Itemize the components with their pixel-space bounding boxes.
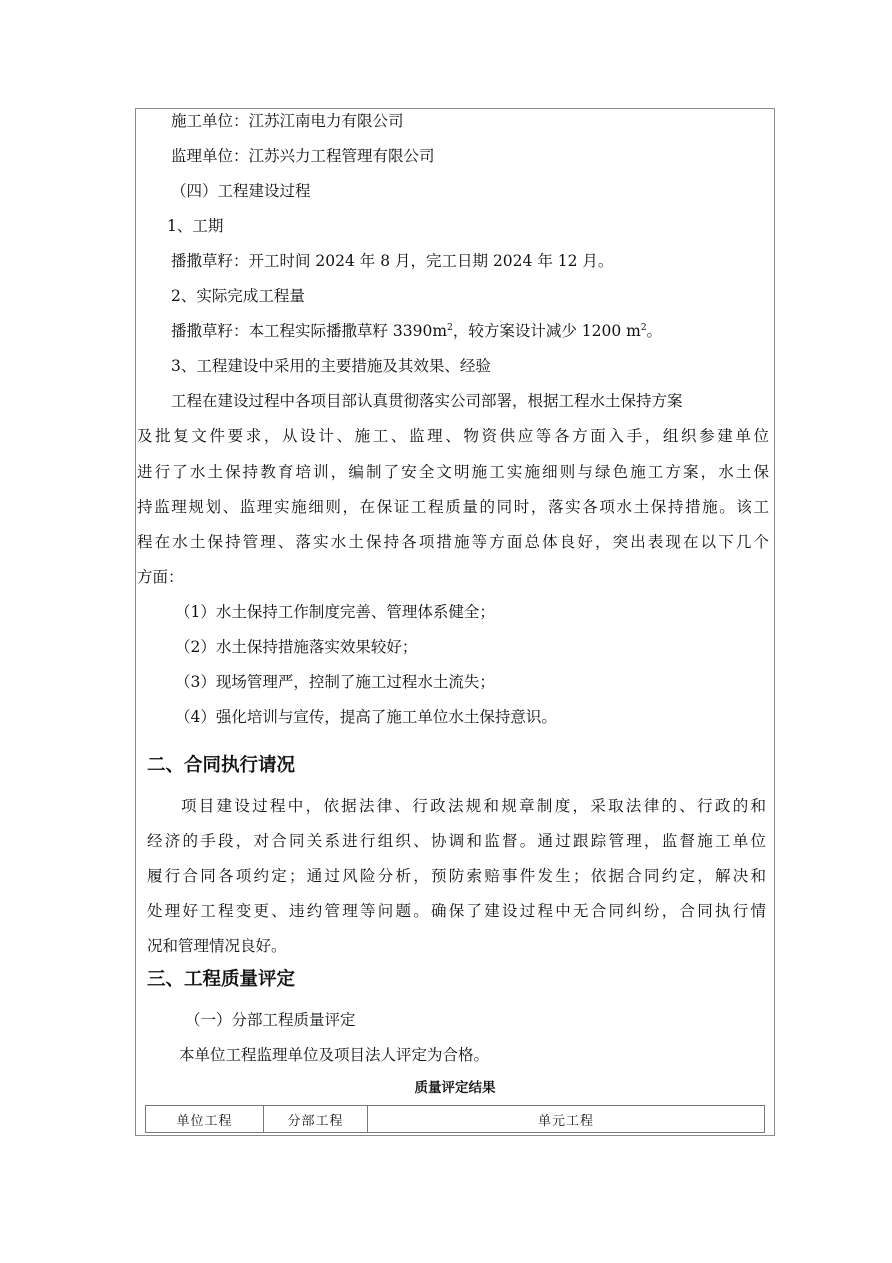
contract-line: 处理好工程变更、违约管理等问题。确保了建设过程中无合同纠纷，合同执行情 [147,902,766,920]
measures-line: 方面： [137,568,184,586]
construction-unit-label: 施工单位： [171,112,249,130]
quantity-text-part-c: 。 [646,322,663,340]
point-item: （2）水土保持措施落实效果较好； [175,638,418,656]
quality-sub-heading: （一）分部工程质量评定 [185,1011,356,1029]
construction-unit-line [171,111,404,131]
measures-line: 进行了水土保持教育培训，编制了安全文明施工实施细则与绿色施工方案，水土保 [137,463,769,481]
contract-line: 项目建设过程中，依据法律、行政法规和规章制度，采取法律的、行政的和 [181,797,766,815]
supervision-unit-value: 江苏兴力工程管理有限公司 [248,147,435,165]
quantity-text-part-b: ，较方案设计减少 1200 m [452,322,641,340]
point-item: （4）强化培训与宣传，提高了施工单位水土保持意识。 [175,708,557,726]
quantity-text-part-a: 播撒草籽：本工程实际播撒草籽 3390m [171,322,448,340]
point-item: （3）现场管理严，控制了施工过程水土流失； [175,673,495,691]
quality-heading: 三、工程质量评定 [147,969,296,990]
table-header-cell: 单位工程 [146,1106,264,1133]
quantity-superscript-b: 2 [640,322,647,333]
measures-heading: 3、工程建设中采用的主要措施及其效果、经验 [171,357,491,375]
quality-table [145,1105,765,1133]
contract-line: 经济的手段，对合同关系进行组织、协调和监督。通过跟踪管理，监督施工单位 [147,832,766,850]
process-heading: （四）工程建设过程 [171,182,311,200]
quantity-superscript-a: 2 [447,322,453,333]
quality-text: 本单位工程监理单位及项目法人评定为合格。 [179,1046,490,1064]
construction-unit-value: 江苏江南电力有限公司 [248,112,404,130]
supervision-unit-label: 监理单位： [171,147,249,165]
contract-line: 况和管理情况良好。 [147,937,287,955]
contract-heading: 二、合同执行请况 [147,755,296,776]
quantity-heading: 2、实际完成工程量 [171,287,305,305]
measures-line: 及批复文件要求，从设计、施工、监理、物资供应等各方面入手，组织参建单位 [137,427,769,445]
period-heading: 1、工期 [167,217,224,235]
measures-line: 工程在建设过程中各项目部认真贯彻落实公司部署，根据工程水土保持方案 [171,392,683,410]
table-header-cell: 分部工程 [264,1106,368,1133]
supervision-unit-line [171,146,435,166]
table-header-cell: 单元工程 [368,1106,765,1133]
table-caption: 质量评定结果 [414,1080,496,1096]
table-header-row [146,1106,765,1133]
period-text: 播撒草籽：开工时间 2024 年 8 月，完工日期 2024 年 12 月。 [171,252,614,270]
measures-line: 程在水土保持管理、落实水土保持各项措施等方面总体良好，突出表现在以下几个 [137,533,769,551]
contract-line: 履行合同各项约定；通过风险分析，预防索赔事件发生；依据合同约定，解决和 [147,867,766,885]
point-item: （1）水土保持工作制度完善、管理体系健全； [175,603,495,621]
measures-line: 持监理规划、监理实施细则，在保证工程质量的同时，落实各项水土保持措施。该工 [137,498,769,516]
quantity-text [171,321,662,341]
